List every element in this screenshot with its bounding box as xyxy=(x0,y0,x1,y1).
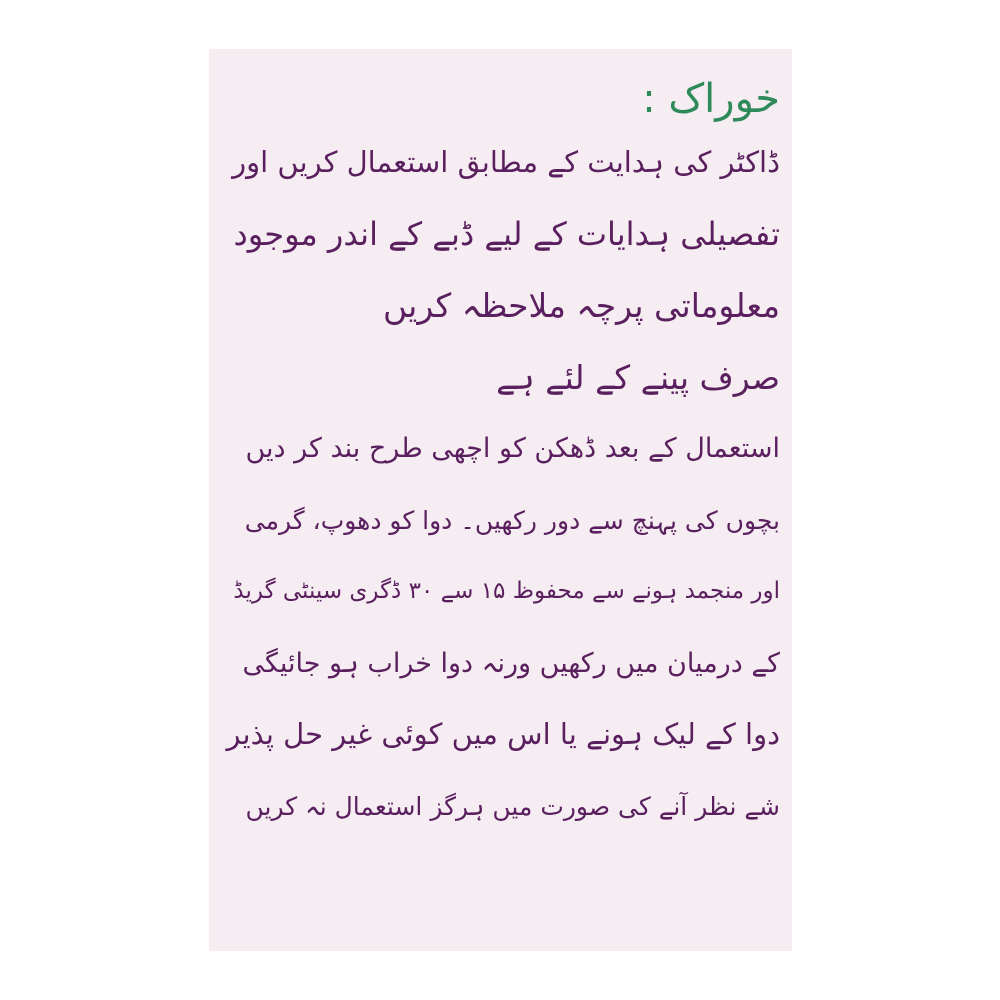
instruction-line-3: معلوماتی پرچہ ملاحظہ کریں xyxy=(383,286,780,325)
instruction-line-1: ڈاکٹر کی ہدایت کے مطابق استعمال کریں اور xyxy=(232,145,780,179)
instruction-line-6: بچوں کی پہنچ سے دور رکھیں۔ دوا کو دھوپ، گرمی xyxy=(244,505,780,535)
instruction-line-7: اور منجمد ہونے سے محفوظ ۱۵ سے ۳۰ ڈگری سینٹی گریڈ xyxy=(233,578,780,604)
instruction-card xyxy=(209,49,792,951)
dosage-heading: خوراک : xyxy=(642,76,780,122)
instruction-line-2: تفصیلی ہدایات کے لیے ڈبے کے اندر موجود xyxy=(233,214,780,253)
instruction-line-10: شے نظر آنے کی صورت میں ہرگز استعمال نہ کریں xyxy=(245,791,780,821)
instruction-line-5: استعمال کے بعد ڈھکن کو اچھی طرح بند کر دیں xyxy=(245,433,780,464)
instruction-line-8: کے درمیان میں رکھیں ورنہ دوا خراب ہو جائیگی xyxy=(242,647,780,679)
instruction-line-9: دوا کے لیک ہونے یا اس میں کوئی غیر حل پذیر xyxy=(226,717,780,751)
instruction-line-4: صرف پینے کے لئے ہے xyxy=(496,357,780,397)
